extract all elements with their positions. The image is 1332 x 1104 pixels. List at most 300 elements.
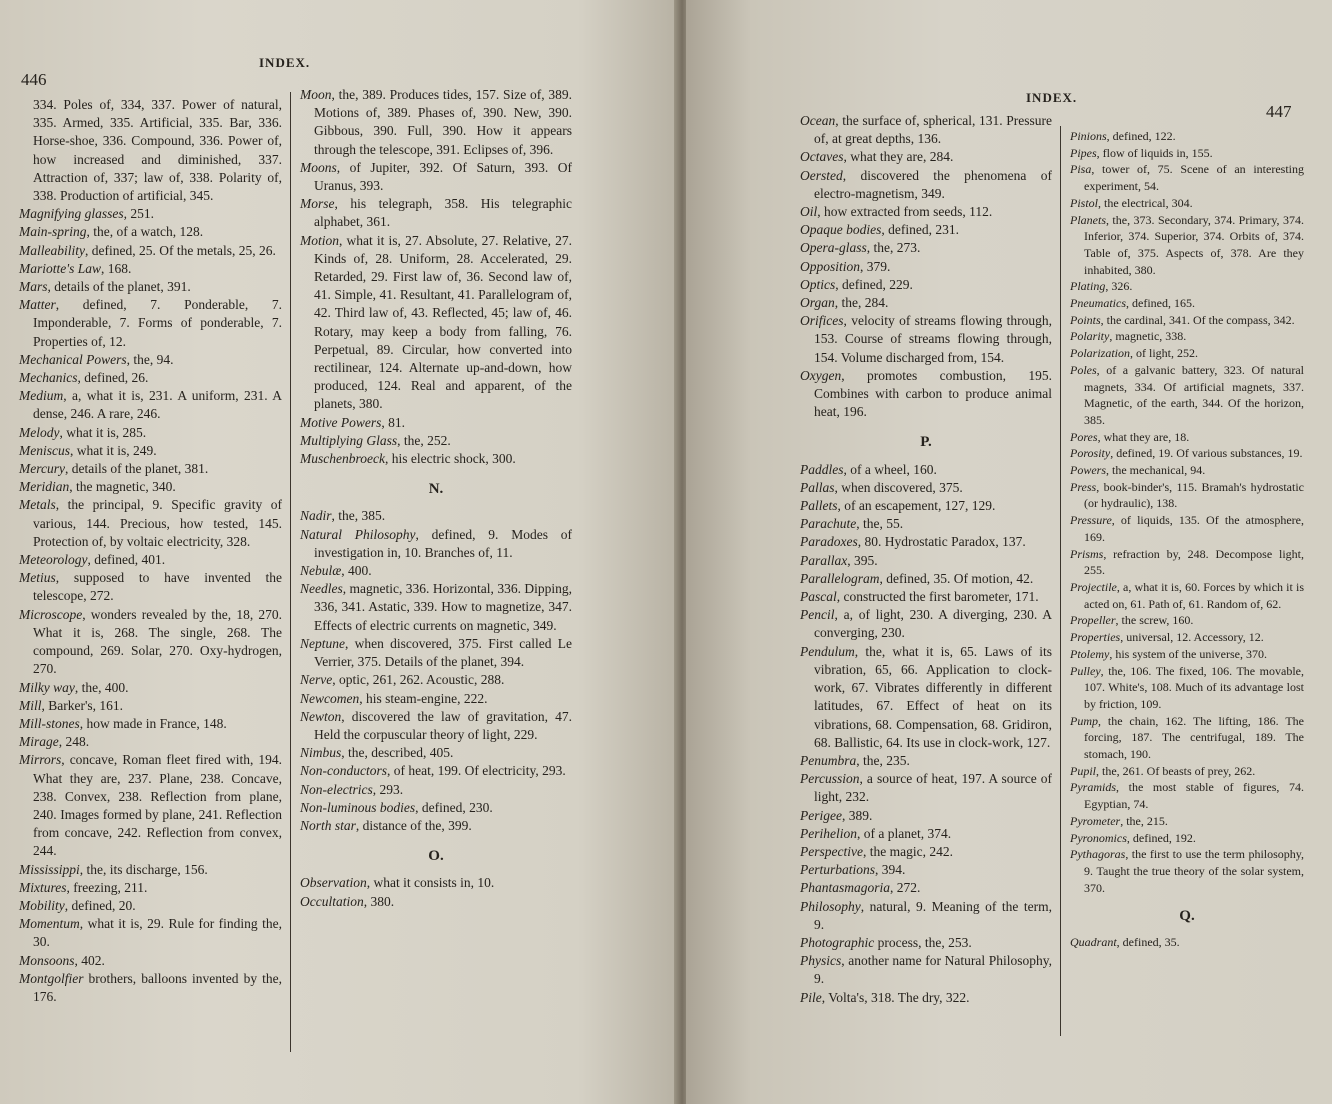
index-term: Neptune [300,635,345,651]
index-references: , how extracted from seeds, 112. [817,204,993,220]
index-references: , the, 94. [126,351,174,367]
index-entry [800,533,1052,551]
index-references: , defined, 19. Of various substances, 19. [1110,446,1303,461]
index-term: Non-electrics [300,781,373,797]
index-term: Organ [800,295,835,311]
index-term: Prisms [1070,546,1104,561]
index-term: Nadir [300,508,332,524]
index-term: Ocean [800,113,836,128]
index-entry [300,580,572,635]
index-references: , what it consists in, 10. [366,875,495,891]
index-term: Poles [1070,362,1097,377]
index-term: Plating [1070,279,1106,294]
index-references: , his telegraph, 358. His telegraphic alphabet, 361. [314,196,572,230]
index-references: , defined, 20. [64,897,136,913]
index-references: , defined, 9. Modes of investigation in, 10. Branches of, 11. [314,526,572,560]
index-entry [19,242,282,260]
index-references: , the screw, 160. [1115,613,1194,628]
index-entry [19,351,282,369]
index-entry [800,497,1052,515]
index-entry [800,479,1052,497]
index-term: Projectile [1070,579,1117,594]
index-references: , 272. [890,880,921,896]
index-term: Pipes [1070,145,1097,160]
index-entry [800,934,1052,952]
index-term: Paddles [800,461,844,477]
index-term: Points [1070,312,1101,327]
index-entry [19,897,282,915]
index-entry [19,715,282,733]
index-entry [19,460,282,478]
index-entry [800,752,1052,770]
index-term: Needles [300,581,343,597]
entry-list [1070,934,1304,951]
index-references: , details of the planet, 391. [47,279,191,295]
index-references: , flow of liquids in, 155. [1096,145,1213,160]
index-term: Pores [1070,429,1098,444]
index-term: Ptolemy [1070,646,1110,661]
index-term: Pump [1070,713,1098,728]
index-entry [800,515,1052,533]
index-term: Parachute [800,516,857,532]
index-term: Natural Philosophy [300,526,416,542]
index-entry [1070,328,1304,345]
index-references: , when discovered, 375. First called Le Verrier, 375. Details of the planet, 394. [314,635,572,670]
index-term: Pulley [1070,663,1101,678]
index-term: Perigee [800,807,842,823]
index-references: , 168. [101,260,132,276]
index-references: , the, 389. Produces tides, 157. Size of, 389. Motions of, 389. Phases of, 390. New, 390. Gibbous, 390. Full, 390. How it appears through the telescope, 391. Eclipses of, 396. [314,87,572,157]
index-term: Parallax [800,552,848,568]
index-term: Pistol [1070,195,1099,210]
index-references: , details of the planet, 381. [64,461,209,477]
index-entry [1070,195,1304,212]
index-entry [19,424,282,442]
page-number: 446 [21,70,47,89]
index-references: , the, 400. [74,679,129,695]
index-term: Magnifying glasses [19,206,124,222]
index-references: , magnetic, 336. Horizontal, 336. Dipping, 336, 341. Astatic, 339. How to magnetize, 347. Effects of electric currents on magnetic, 349. [314,581,572,633]
index-term: Non-luminous bodies [300,799,416,815]
index-entry [300,526,572,562]
index-entry [1070,779,1304,812]
index-references: , the, 55. [856,516,904,532]
index-entry [800,258,1052,276]
index-entry [300,507,572,525]
index-references: , 326. [1105,279,1133,294]
index-entry [1070,295,1304,312]
index-term: Polarization [1070,346,1131,361]
index-term: Optics [800,276,836,292]
index-term: Motive Powers [300,414,382,430]
index-term: Pyrometer [1070,813,1121,828]
index-references: , defined, 25. Of the metals, 25, 26. [84,242,276,258]
index-entry [800,770,1052,806]
index-term: Pendulum [800,643,855,659]
index-entry [300,86,572,159]
index-term: Moon [300,87,332,102]
index-entry [19,751,282,860]
index-references: brothers, balloons invented by the, 176. [33,970,282,1004]
index-term: Mechanics [19,370,78,386]
index-entry [300,232,572,414]
index-references: , of an escapement, 127, 129. [837,498,996,514]
left-page-column-1 [19,96,282,1006]
index-references: , defined, 230. [415,799,493,815]
index-entry [1070,345,1304,362]
index-entry [19,496,282,551]
index-term: Matter [19,297,56,313]
index-entry [19,223,282,241]
index-term: Moons [300,159,337,175]
running-head: INDEX. [1026,90,1078,105]
index-term: Oil [800,204,818,220]
index-term: Mobility [19,897,65,913]
index-references: , defined, 122. [1106,129,1176,143]
index-entry [1070,713,1304,763]
index-term: Monsoons [19,952,75,968]
index-term: Percussion [800,771,860,787]
index-references: , his electric shock, 300. [384,451,516,467]
index-references: , defined, 35. [1116,935,1180,950]
index-entry [300,817,572,835]
right-page-column-1 [800,112,1052,1007]
index-term: Nimbus [300,745,342,761]
index-entry [1070,830,1304,847]
index-term: Mercury [19,461,65,477]
index-term: Parallelogram [800,570,880,586]
index-references: , magnetic, 338. [1109,329,1187,344]
letter-heading-o: O. [428,848,444,865]
index-term: Pyronomics [1070,830,1127,845]
index-entry [800,861,1052,879]
index-references: , his system of the universe, 370. [1109,646,1267,661]
index-term: Perturbations [800,862,876,878]
index-entry [800,112,1052,148]
index-entry [19,369,282,387]
index-term: Press [1070,479,1097,494]
index-entry [300,671,572,689]
index-term: Meridian [19,479,70,495]
index-term: Physics [800,953,842,969]
index-references: , the, 235. [856,752,910,768]
index-term: Mill-stones [19,715,80,731]
index-references: , the, of a watch, 128. [86,224,204,240]
index-entry [19,278,282,296]
index-references: , of heat, 199. Of electricity, 293. [387,763,566,779]
index-references: , the, 261. Of beasts of prey, 262. [1096,763,1256,778]
index-entry [800,606,1052,642]
index-references: , constructed the first barometer, 171. [836,589,1039,605]
page-number: 447 [1266,102,1292,121]
index-entry [19,952,282,970]
index-term: Properties [1070,630,1121,645]
index-references: , defined, 35. Of motion, 42. [879,570,1034,586]
index-references: , the, 373. Secondary, 374. Primary, 374. Inferior, 374. Superior, 374. Orbits of, 374. Table of, 375. Aspects of, 378. Are they inhabited, 380. [1084,212,1304,277]
index-term: Perihelion [800,825,857,841]
index-references: , defined, 26. [77,370,149,386]
column-rule [290,92,291,1052]
index-term: Pythagoras [1070,847,1126,862]
index-references: , freezing, 211. [66,879,148,895]
index-term: North star [300,817,356,833]
index-entry [800,570,1052,588]
index-entry [19,679,282,697]
index-entry [1070,846,1304,896]
index-entry [1070,429,1304,446]
index-term: Orifices [800,313,844,329]
index-references: , the electrical, 304. [1098,195,1193,210]
index-references: , 251. [123,206,154,222]
index-term: Pallas [800,479,835,495]
index-references: , concave, Roman fleet fired with, 194. What they are, 237. Plane, 238. Concave, 238. Convex, 238. Reflection from plane, 240. Images formed by plane, 241. Reflection from concave, 242. Reflection from convex, 244. [33,752,282,859]
index-references: , a, what it is, 60. Forces by which it is acted on, 61. Path of, 61. Random of, 62. [1084,579,1304,611]
index-references: , refraction by, 248. Decompose light, 255. [1084,546,1304,578]
index-entry [1070,546,1304,579]
index-references: , what it is, 29. Rule for finding the, 30. [33,916,282,950]
index-references: , a source of heat, 197. A source of light, 232. [814,771,1052,805]
index-entry [1070,579,1304,612]
index-term: Melody [19,424,60,440]
index-term: Quadrant [1070,935,1117,950]
index-entry [300,762,572,780]
index-references: , the principal, 9. Specific gravity of various, 144. Precious, how tested, 145. Protection of, by voltaic electricity, 328. [33,497,282,549]
index-entry [800,148,1052,166]
index-references: , of a planet, 374. [857,825,952,841]
index-term: Oersted [800,167,843,183]
index-entry [1070,629,1304,646]
right-page [686,0,1332,1104]
index-entry [300,432,572,450]
index-term: Polarity [1070,329,1110,344]
index-term: Microscope [19,606,83,622]
index-references: , the, 252. [397,432,451,448]
index-references: , the, 106. The fixed, 106. The movable, 107. White's, 108. Much of its advantage lost by friction, 109. [1084,663,1304,711]
index-references: , natural, 9. Meaning of the term, 9. [814,898,1052,932]
index-term: Phantasmagoria [800,880,891,896]
index-entry [300,690,572,708]
index-entry [800,221,1052,239]
index-references: , 389. [841,807,873,823]
index-references: , 293. [372,781,404,797]
index-references: , the chain, 162. The lifting, 186. The forcing, 187. The centrifugal, 189. The stomach, 190. [1084,713,1304,762]
index-references: , supposed to have invented the telescope, 272. [33,570,282,604]
index-term: Non-conductors [300,763,387,779]
entry-list [300,86,572,468]
index-entry [19,733,282,751]
index-references: , what it is, 27. Absolute, 27. Relative, 27. Kinds of, 28. Uniform, 28. Accelerated, 29. Retarded, 29. First law of, 36. Second law of, 41. Simple, 41. Resultant, 41. Parallelogram of, 42. Third law of, 43. Reflected, 45; law of, 46. Rotary, may keep a body from falling, 76. Perpetual, 89. Circular, how converted into rectilinear, 124. Alternate up-and-down, how produced, 124. Real and apparent, of the planets, 380. [314,232,572,412]
index-term: Powers [1070,463,1106,478]
running-head: INDEX. [259,55,311,70]
index-term: Occultation [300,893,364,909]
letter-heading-p: P. [920,434,932,451]
index-references: , distance of the, 399. [355,817,472,833]
index-references: , discovered the law of gravitation, 47. Held the corpuscular theory of light, 229. [314,708,572,742]
index-references: , defined, 231. [881,222,959,238]
index-references: , the, described, 405. [341,745,454,761]
index-references: , optic, 261, 262. Acoustic, 288. [332,672,505,688]
index-entry [19,478,282,496]
index-entry [800,203,1052,221]
index-references: , 248. [58,734,90,750]
index-entry [1070,362,1304,429]
index-entry [1070,161,1304,194]
index-references: , 402. [74,952,105,968]
index-references: , a, of light, 230. A diverging, 230. A converging, 230. [814,607,1052,641]
index-term: Pupil [1070,763,1096,778]
index-entry [19,569,282,605]
index-references: , 394. [875,862,906,878]
index-entry [300,562,572,580]
index-term: Nerve [300,672,333,688]
index-entry [1070,646,1304,663]
index-entry [800,807,1052,825]
index-term: Mariotte's Law [19,260,102,276]
index-references: , 379. [860,258,891,274]
index-references: , what it is, 249. [70,442,157,458]
index-references: , of liquids, 135. Of the atmosphere, 169. [1084,513,1304,544]
index-references: , the first to use the term philosophy, 9. Taught the true theory of the solar system, 370. [1084,847,1304,895]
index-references: , the surface of, spherical, 131. Pressure of, at great depths, 136. [814,113,1052,147]
index-entry [1070,934,1304,951]
index-entry [800,643,1052,752]
index-references: , 380. [363,893,395,909]
index-references: , the, 385. [331,508,386,524]
index-entry [1070,462,1304,479]
index-references: , 81. [381,414,405,430]
index-term: Newcomen [300,690,360,706]
index-entry [800,239,1052,257]
index-term: Pneumatics [1070,296,1126,311]
index-entry [800,552,1052,570]
index-entry [800,276,1052,294]
index-entry [19,879,282,897]
letter-heading-n: N. [428,481,444,498]
index-term: Pencil [800,607,835,623]
index-entry [300,874,572,892]
index-term: Oxygen [800,367,842,383]
index-term: Milky way [19,679,75,695]
index-references: , what they are, 18. [1097,429,1190,444]
index-references: , another name for Natural Philosophy, 9. [814,953,1052,987]
entry-list [300,507,572,835]
index-references: , the mechanical, 94. [1106,463,1206,478]
index-entry [19,606,282,679]
index-references: , 395. [847,552,878,568]
left-page-column-2 [300,86,572,911]
index-references: , the, its discharge, 156. [79,861,208,877]
index-term: Morse [300,196,335,212]
index-term: Mississippi [19,861,80,877]
index-references: , when discovered, 375. [834,479,963,495]
index-entry [800,167,1052,203]
index-references: , 80. Hydrostatic Paradox, 137. [857,534,1026,550]
index-entry [300,414,572,432]
index-entry [1070,612,1304,629]
index-references: , what it is, 285. [59,424,147,440]
index-entry [1070,128,1304,145]
index-entry [300,635,572,671]
index-term: Opposition [800,258,861,274]
index-entry [1070,763,1304,780]
index-term: Opaque bodies [800,222,882,238]
index-entry [300,159,572,195]
index-entry [300,781,572,799]
index-references: , the cardinal, 341. Of the compass, 342. [1100,312,1295,327]
index-references: , defined, 7. Ponderable, 7. Imponderable, 7. Forms of ponderable, 7. Properties of, 12. [33,297,282,349]
index-term: Philosophy [800,898,861,914]
index-references: , his steam-engine, 222. [359,690,488,706]
index-term: Muschenbroeck [300,451,385,467]
index-entry [800,825,1052,843]
index-entry [1070,278,1304,295]
index-term: Momentum [19,916,80,932]
index-references: , the, 215. [1120,813,1168,828]
index-references: , the, 273. [866,240,921,256]
index-term: Pyramids [1070,780,1116,795]
index-references: , the magnetic, 340. [69,479,176,495]
index-entry [1070,813,1304,830]
index-term: Mars [19,279,48,295]
index-entry [1070,145,1304,162]
index-entry [800,294,1052,312]
index-references: process, the, 253. [874,934,972,950]
index-references: , velocity of streams flowing through, 153. Course of streams flowing through, 154. Volume discharged from, 154. [814,313,1052,365]
index-term: Mirrors [19,752,62,768]
continuation-text: 334. Poles of, 334, 337. Power of natural, 335. Armed, 335. Artificial, 335. Bar, 336. Horse-shoe, 336. Compound, 336. Power of, how increased and diminished, 337. Attraction of, 337; law of, 338. Polarity of, 338. Production of artificial, 345. [33,97,282,204]
letter-heading-q: Q. [1179,908,1195,925]
index-references: , Volta's, 318. The dry, 322. [821,989,970,1005]
index-term: Mechanical Powers [19,351,127,367]
index-entry [1070,663,1304,713]
index-term: Pressure [1070,513,1112,528]
index-term: Pallets [800,498,838,514]
index-term: Photographic [800,934,875,950]
entry-list [19,205,282,1006]
entry-list [800,461,1052,1007]
index-term: Opera-glass [800,240,867,256]
index-entry [1070,512,1304,545]
index-term: Pinions [1070,129,1107,143]
index-references: , 400. [341,563,372,579]
index-entry [300,450,572,468]
index-entry [800,952,1052,988]
index-references: , of light, 252. [1130,346,1199,361]
index-term: Penumbra [800,752,857,768]
index-references: , the, 284. [834,295,889,311]
index-term: Newton [300,708,342,724]
entry-list [800,112,1052,421]
index-term: Octaves [800,149,844,165]
index-entry [19,442,282,460]
index-entry [800,898,1052,934]
index-entry [19,260,282,278]
index-entry [1070,479,1304,512]
index-term: Nebulæ [300,563,342,579]
index-term: Mirage [19,734,59,750]
index-entry [19,387,282,423]
index-entry [800,367,1052,422]
index-references: , of Jupiter, 392. Of Saturn, 393. Of Uranus, 393. [314,159,572,194]
index-references: , the, what it is, 65. Laws of its vibration, 65, 66. Application to clock-work, 67. Vibrates differently in different latitudes, 67. Effect of heat on its vibrations, 68. Compensation, 68. Gridiron, 68. Ballistic, 64. Its use in clock-work, 127. [814,643,1052,750]
index-term: Metals [19,497,56,513]
index-term: Perspective [800,843,863,859]
index-term: Motion [300,232,339,248]
index-term: Malleability [19,242,85,258]
index-references: , promotes combustion, 195. Combines with carbon to produce animal heat, 196. [814,367,1052,420]
entry-list [300,874,572,910]
index-entry [19,551,282,569]
